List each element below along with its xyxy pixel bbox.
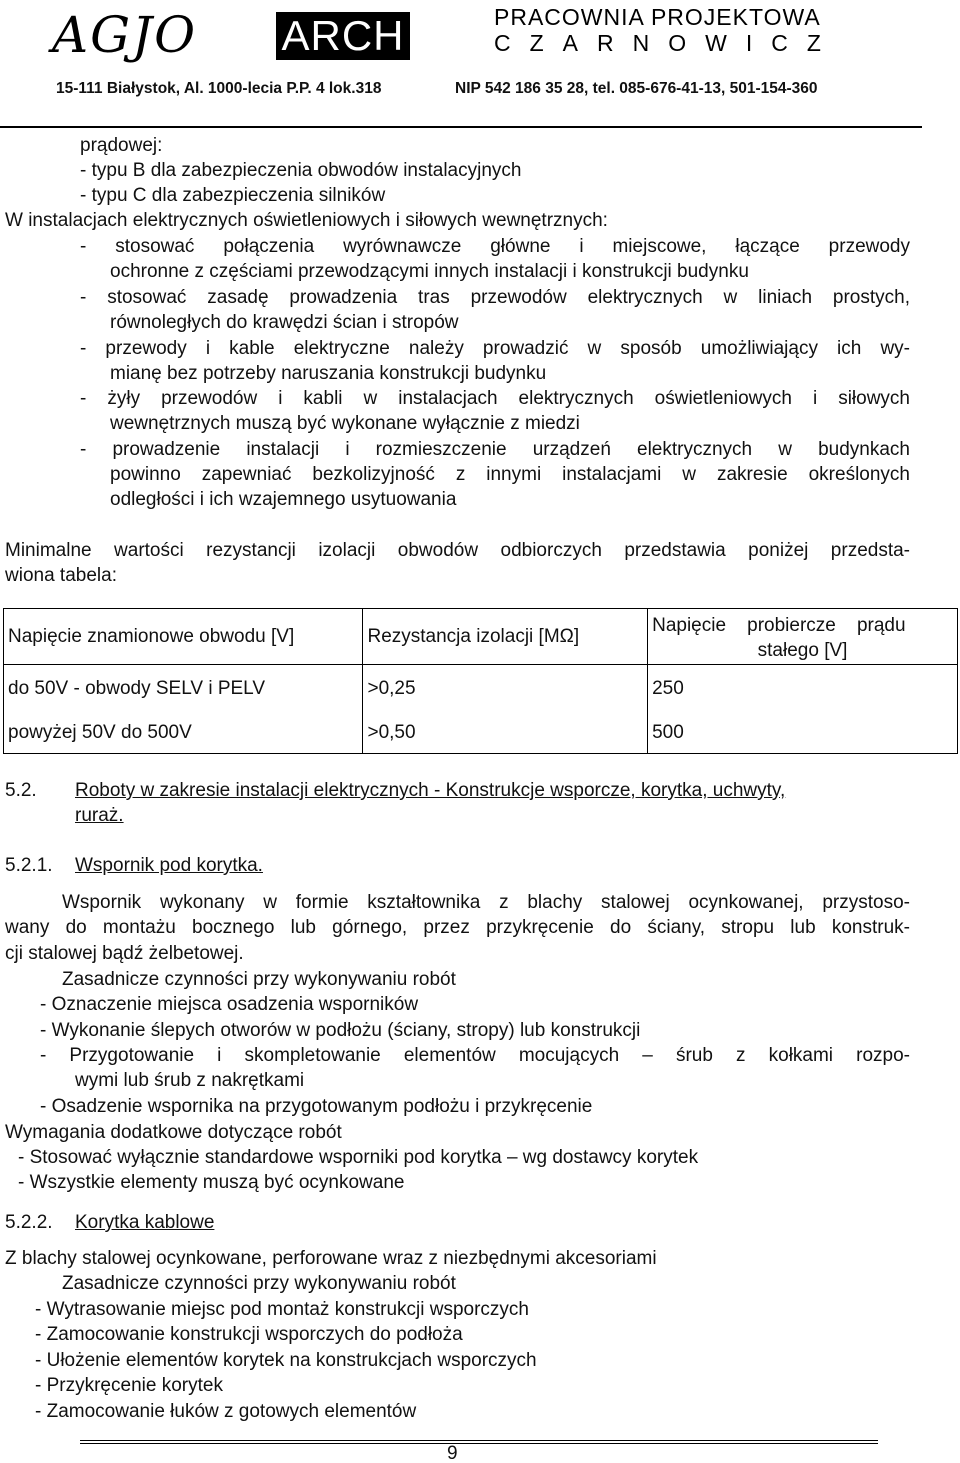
list-item: - Stosować wyłącznie standardowe wsporniki pod korytka – wg dostawcy korytek <box>18 1147 699 1168</box>
company-name: PRACOWNIA PROJEKTOWA <box>494 4 821 30</box>
list-item: - Ułożenie elementów korytek na konstrukcjach wsporczych <box>35 1350 537 1371</box>
list-item: - Zamocowanie konstrukcji wsporczych do podłoża <box>35 1324 463 1345</box>
text-line: mianę bez potrzeby naruszania konstrukcji budynku <box>110 363 547 384</box>
text-line: W instalacjach elektrycznych oświetleniowych i siłowych wewnętrznych: <box>5 210 608 231</box>
section-number: 5.2.2. <box>5 1212 53 1233</box>
table-header-cell: Napięcie znamionowe obwodu [V] <box>4 609 363 665</box>
paragraph-line: Z blachy stalowej ocynkowane, perforowane wraz z niezbędnymi akcesoriami <box>5 1248 657 1269</box>
list-item-continuation: wymi lub śrub z nakrętkami <box>75 1070 305 1091</box>
header-line: Napięcie probiercze prądu <box>652 615 906 636</box>
text-line: powinno zapewniać bezkolizyjność z innymi instalacjami w zakresie określonych <box>110 464 910 485</box>
section-number: 5.2.1. <box>5 855 53 876</box>
header-line: stałego [V] <box>757 640 848 661</box>
list-item: - Wytrasowanie miejsc pod montaż konstrukcji wsporczych <box>35 1299 529 1320</box>
text-line: równoległych do krawędzi ścian i stropów <box>110 312 459 333</box>
table-cell: 250 <box>648 665 958 712</box>
page-number: 9 <box>447 1443 458 1463</box>
list-item: - stosować połączenia wyrównawcze główne i miejscowe, łączące przewody <box>80 236 910 257</box>
list-item: - Wykonanie ślepych otworów w podłożu (ściany, stropy) lub konstrukcji <box>40 1020 641 1041</box>
list-item: - prowadzenie instalacji i rozmieszczenie urządzeń elektrycznych w budynkach <box>80 439 910 460</box>
paragraph-line: cji stalowej bądź żelbetowej. <box>5 943 244 964</box>
section-number: 5.2. <box>5 780 37 801</box>
table-cell: >0,50 <box>363 712 648 754</box>
text-line: wewnętrznych muszą być wykonane wyłącznie z miedzi <box>110 413 580 434</box>
table-header-row <box>4 609 958 665</box>
list-item: - Wszystkie elementy muszą być ocynkowane <box>18 1172 405 1193</box>
paragraph-line: Zasadnicze czynności przy wykonywaniu robót <box>62 969 456 990</box>
paragraph-line: Zasadnicze czynności przy wykonywaniu robót <box>62 1273 456 1294</box>
list-item: - Oznaczenie miejsca osadzenia wsporników <box>40 994 419 1015</box>
table-cell: 500 <box>648 712 958 754</box>
footer-divider <box>80 1443 878 1444</box>
list-item: - żyły przewodów i kabli w instalacjach elektrycznych oświetleniowych i siłowych <box>80 388 910 409</box>
paragraph-line: Wspornik wykonany w formie kształtownika z blachy stalowej ocynkowanej, przystoso- <box>62 892 910 913</box>
table-cell: do 50V - obwody SELV i PELV <box>4 665 363 712</box>
section-title: Wspornik pod korytka. <box>75 855 263 876</box>
text-line: prądowej: <box>80 135 163 156</box>
text-line: Minimalne wartości rezystancji izolacji obwodów odbiorczych przedstawia poniżej przedsta- <box>5 540 910 561</box>
list-item: - przewody i kable elektryczne należy prowadzić w sposób umożliwiający ich wy- <box>80 338 910 359</box>
list-item: - stosować zasadę prowadzenia tras przewodów elektrycznych w liniach prostych, <box>80 287 910 308</box>
list-item: - typu B dla zabezpieczenia obwodów instalacyjnych <box>80 160 522 181</box>
insulation-resistance-table <box>3 608 958 754</box>
list-item: - Przykręcenie korytek <box>35 1375 223 1396</box>
section-title: Korytka kablowe <box>75 1212 215 1233</box>
table-cell: powyżej 50V do 500V <box>4 712 363 754</box>
paragraph-line: wany do montażu bocznego lub górnego, przez przykręcenie do ściany, stropu lub konstruk- <box>5 917 910 938</box>
logo-agjo-text: AGJO <box>52 6 198 64</box>
table-header-cell <box>648 609 958 665</box>
company-owner: CZARNOWICZ <box>494 30 840 56</box>
list-item: - typu C dla zabezpieczenia silników <box>80 185 386 206</box>
table-row <box>4 665 958 712</box>
table-cell: >0,25 <box>363 665 648 712</box>
company-logo <box>52 6 412 64</box>
text-line: odległości i ich wzajemnego usytuowania <box>110 489 457 510</box>
table-header-cell: Rezystancja izolacji [MΩ] <box>363 609 648 665</box>
footer-divider <box>80 1440 878 1441</box>
list-item: - Przygotowanie i skompletowanie elementów mocujących – śrub z kołkami rozpo- <box>40 1045 910 1066</box>
logo-arch-box: ARCH <box>276 12 410 60</box>
table-row <box>4 712 958 754</box>
text-line: ochronne z częściami przewodzącymi innych instalacji i konstrukcji budynku <box>110 261 749 282</box>
list-item: - Zamocowanie łuków z gotowych elementów <box>35 1401 417 1422</box>
letterhead <box>0 0 960 125</box>
list-item: - Osadzenie wspornika na przygotowanym podłożu i przykręcenie <box>40 1096 593 1117</box>
text-line: wiona tabela: <box>5 565 117 586</box>
paragraph-line: Wymagania dodatkowe dotyczące robót <box>5 1122 342 1143</box>
company-contact: NIP 542 186 35 28, tel. 085-676-41-13, 501-154-360 <box>455 80 818 97</box>
section-title: Roboty w zakresie instalacji elektrycznych - Konstrukcje wsporcze, korytka, uchwyty, <box>75 780 786 801</box>
company-address: 15-111 Białystok, Al. 1000-lecia P.P. 4 lok.318 <box>56 80 382 97</box>
header-divider <box>0 126 922 128</box>
section-title: ruraż. <box>75 805 124 826</box>
